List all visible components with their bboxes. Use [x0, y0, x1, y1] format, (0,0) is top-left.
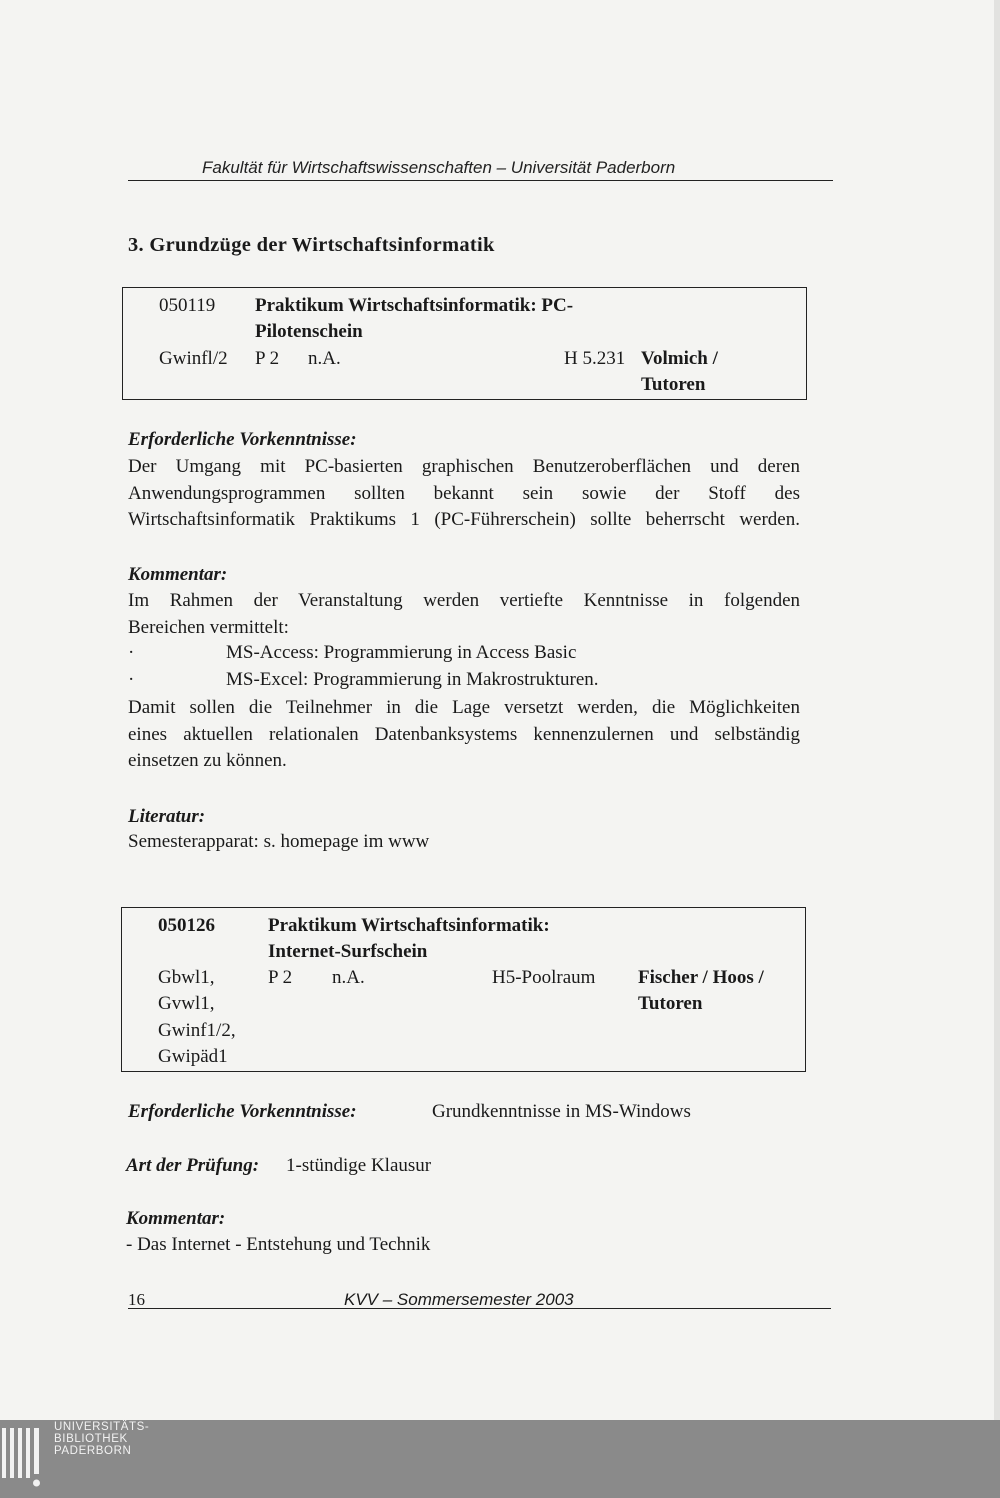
section-title: 3. Grundzüge der Wirtschaftsinformatik — [128, 234, 495, 256]
footer-title: KVV – Sommersemester 2003 — [344, 1290, 574, 1309]
course-type: P 2 — [255, 348, 280, 369]
course-title-line2: Pilotenschein — [255, 321, 363, 342]
course-box-050119 — [122, 287, 807, 400]
course-number: 050126 — [158, 915, 215, 936]
course-time: n.A. — [332, 967, 365, 988]
literature-text: Semesterapparat: s. homepage im www — [128, 831, 430, 852]
running-header — [128, 158, 833, 181]
course-lecturer-line2: Tutoren — [641, 374, 706, 395]
prereq-text: Grundkenntnisse in MS-Windows — [432, 1101, 691, 1122]
course-lecturer-line1: Volmich / — [641, 348, 718, 369]
library-logo — [0, 1428, 48, 1488]
prereq-line: Wirtschaftsinformatik Praktikums 1 (PC-Führerschein) sollte beherrscht werden. — [128, 509, 800, 531]
course-program: Gwipäd1 — [158, 1046, 228, 1067]
comment-label: Kommentar: — [126, 1208, 226, 1229]
prereq-line: Anwendungsprogrammen sollten bekannt sein sowie der Stoff des — [128, 482, 800, 504]
course-title-line2: Internet-Surfschein — [268, 941, 428, 962]
bullet-symbol: · — [128, 669, 135, 690]
library-stamp-bar — [0, 1420, 1000, 1498]
course-box-050126 — [121, 907, 806, 1072]
comment-outro — [128, 695, 800, 775]
bullet-item: MS-Excel: Programmierung in Makrostrukturen. — [226, 669, 599, 690]
bullet-item: MS-Access: Programmierung in Access Basic — [226, 642, 577, 663]
exam-text: 1-stündige Klausur — [286, 1155, 432, 1176]
comment-line: Bereichen vermittelt: — [128, 616, 289, 638]
course-program: Gvwl1, — [158, 993, 215, 1014]
course-program: Gwinf1/2, — [158, 1020, 236, 1041]
exam-label: Art der Prüfung: — [126, 1155, 260, 1176]
comment-line: Im Rahmen der Veranstaltung werden vertiefte Kenntnisse in folgenden — [128, 590, 800, 611]
course-number: 050119 — [159, 295, 216, 316]
prereq-label: Erforderliche Vorkenntnisse: — [128, 429, 357, 450]
course-programs: Gwinfl/2 — [159, 348, 228, 369]
library-stamp-line1: UNIVERSITÄTS- — [54, 1421, 150, 1433]
comment-text: - Das Internet - Entstehung und Technik — [126, 1234, 431, 1255]
course-type: P 2 — [268, 967, 293, 988]
running-footer — [128, 1290, 831, 1309]
course-program: Gbwl1, — [158, 967, 215, 988]
comment-line: Damit sollen die Teilnehmer in die Lage versetzt werden, die Möglichkeiten — [128, 697, 800, 718]
prereq-line: Der Umgang mit PC-basierten graphischen Benutzeroberflächen und deren — [128, 456, 800, 477]
page-number: 16 — [128, 1290, 145, 1309]
course-title-line1: Praktikum Wirtschaftsinformatik: — [268, 915, 550, 936]
course-room: H5-Poolraum — [492, 967, 596, 988]
course-title-line1: Praktikum Wirtschaftsinformatik: PC- — [255, 295, 574, 316]
page-edge — [994, 0, 1000, 1420]
course-time: n.A. — [308, 348, 341, 369]
literature-label: Literatur: — [128, 806, 206, 827]
course-lecturer-line1: Fischer / Hoos / — [638, 967, 764, 988]
comment-intro — [128, 588, 800, 641]
bullet-symbol: · — [128, 642, 135, 663]
running-header-text: Fakultät für Wirtschaftswissenschaften – Universität Paderborn — [202, 158, 676, 177]
course-lecturer-line2: Tutoren — [638, 993, 703, 1014]
prereq-label: Erforderliche Vorkenntnisse: — [128, 1101, 357, 1122]
prereq-paragraph — [128, 454, 800, 534]
comment-line: eines aktuellen relationalen Datenbanksystems kennenzulernen und selbständig — [128, 723, 800, 745]
course-room: H 5.231 — [564, 348, 626, 369]
comment-line: einsetzen zu können. — [128, 750, 287, 772]
comment-label: Kommentar: — [128, 564, 228, 585]
library-stamp-line3: PADERBORN — [54, 1445, 132, 1457]
library-stamp-line2: BIBLIOTHEK — [54, 1433, 128, 1445]
